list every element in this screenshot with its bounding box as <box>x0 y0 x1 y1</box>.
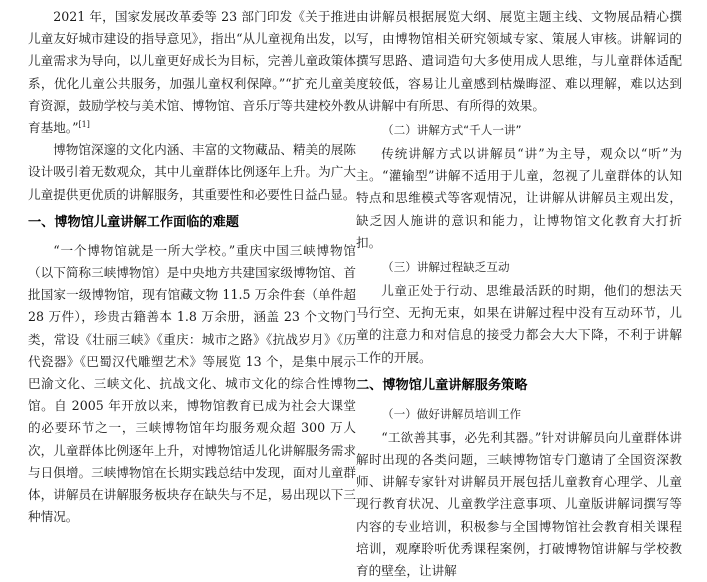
section-heading-challenges: 一、博物馆儿童讲解工作面临的难题 <box>28 214 239 230</box>
paragraph-three-gorges-museum: “一个博物馆就是一所大学校。”重庆中国三峡博物馆（以下简称三峡博物馆）是中央地方共建国家级博物馆、首批国家一级博物馆，现有馆藏文物 11.5 万余件套（单件超 28 万件），珍贵古籍善本 1.8 万余册，涵盖 23 个文物门类，常设《壮丽三峡》《重庆：城市之路》《抗战岁月》《历代瓷器》《巴蜀汉代雕塑艺术》等展览 13 个，是集中展示巴渝文化、三峡文化、抗战文化、城市文化的综合性博物馆。自 2005 年开放以来，博物馆教育已成为社会大课堂的必要环节之一，三峡博物馆年均服务观众超 300 万人次，儿童群体比例逐年上升，对博物馆适儿化讲解服务需求与日俱增。三峡博物馆在长期实践总结中发现，面对儿童群体，讲解员在讲解服务板块存在缺失与不足，易出现以下三种情况。 <box>28 242 356 525</box>
section-heading-strategies: 二、博物馆儿童讲解服务策略 <box>356 377 528 393</box>
paragraph-lack-of-interaction: 儿童正处于行动、思维最活跃的时期，他们的想法天马行空、无拘无束，如果在讲解过程中没有互动环节，儿童的注意力和对信息的接受力都会大大下降，不利于讲解工作的开展。 <box>356 283 682 365</box>
right-column <box>356 6 682 582</box>
left-column <box>28 6 356 528</box>
footnote-ref: [1] <box>78 119 90 129</box>
subheading-explanation-method: （二）讲解方式“千人一讲” <box>382 123 522 138</box>
paragraph-intro: 2021 年，国家发展改革委等 23 部门印发《关于推进儿童友好城市建设的指导意见》，指出“从儿童视角出发，以儿童需求为导向，以儿童更好成长为目标，完善儿童政策体系，优化儿童公共服务，加强儿童权利保障。”“扩充儿童美育资源，鼓励学校与美术馆、博物馆、音乐厅等共建校外教育基地。”[1] <box>28 9 356 136</box>
paragraph-guide-training: “工欲善其事，必先利其器。”针对讲解员向儿童群体讲解时出现的各类问题，三峡博物馆专门邀请了全国资深教师、讲解专家针对讲解员开展包括儿童教育心理学、儿童现行教育状况、儿童教学注意事项、儿童版讲解词撰写等内容的专业培训，积极参与全国博物馆社会教育相关课程培训，观摩聆听优秀课程案例，打破博物馆讲解与学校教育的壁垒，让讲解 <box>356 429 682 579</box>
paragraph-script-writing: 由讲解员根据展览大纲、展览主题主线、文物展品精心撰写，由博物馆相关研究领域专家、策展人审核。讲解词的撰写思路、遣词造句大多使用成人思维，与儿童群体适配度较低，容易让儿童感到枯燥晦涩、难以理解，难以达到从讲解中有所思、有所得的效果。 <box>356 9 682 113</box>
paragraph-museum-context: 博物馆深邃的文化内涵、丰富的文物藏品、精美的展陈设计吸引着无数观众，其中儿童群体比例逐年上升。为广大儿童提供更优质的讲解服务，其重要性和必要性日益凸显。 <box>28 142 356 202</box>
subheading-lack-of-interaction: （三）讲解过程缺乏互动 <box>382 260 510 275</box>
subheading-guide-training: （一）做好讲解员培训工作 <box>382 406 522 421</box>
paragraph-explanation-method: 传统讲解方式以讲解员“讲”为主导，观众以“听”为主。“灌输型”讲解不适用于儿童，忽视了儿童群体的认知特点和思维模式等客观情况，让讲解从讲解员主观出发，缺乏因人施讲的意识和能力，让博物馆文化教育大打折扣。 <box>356 146 682 250</box>
